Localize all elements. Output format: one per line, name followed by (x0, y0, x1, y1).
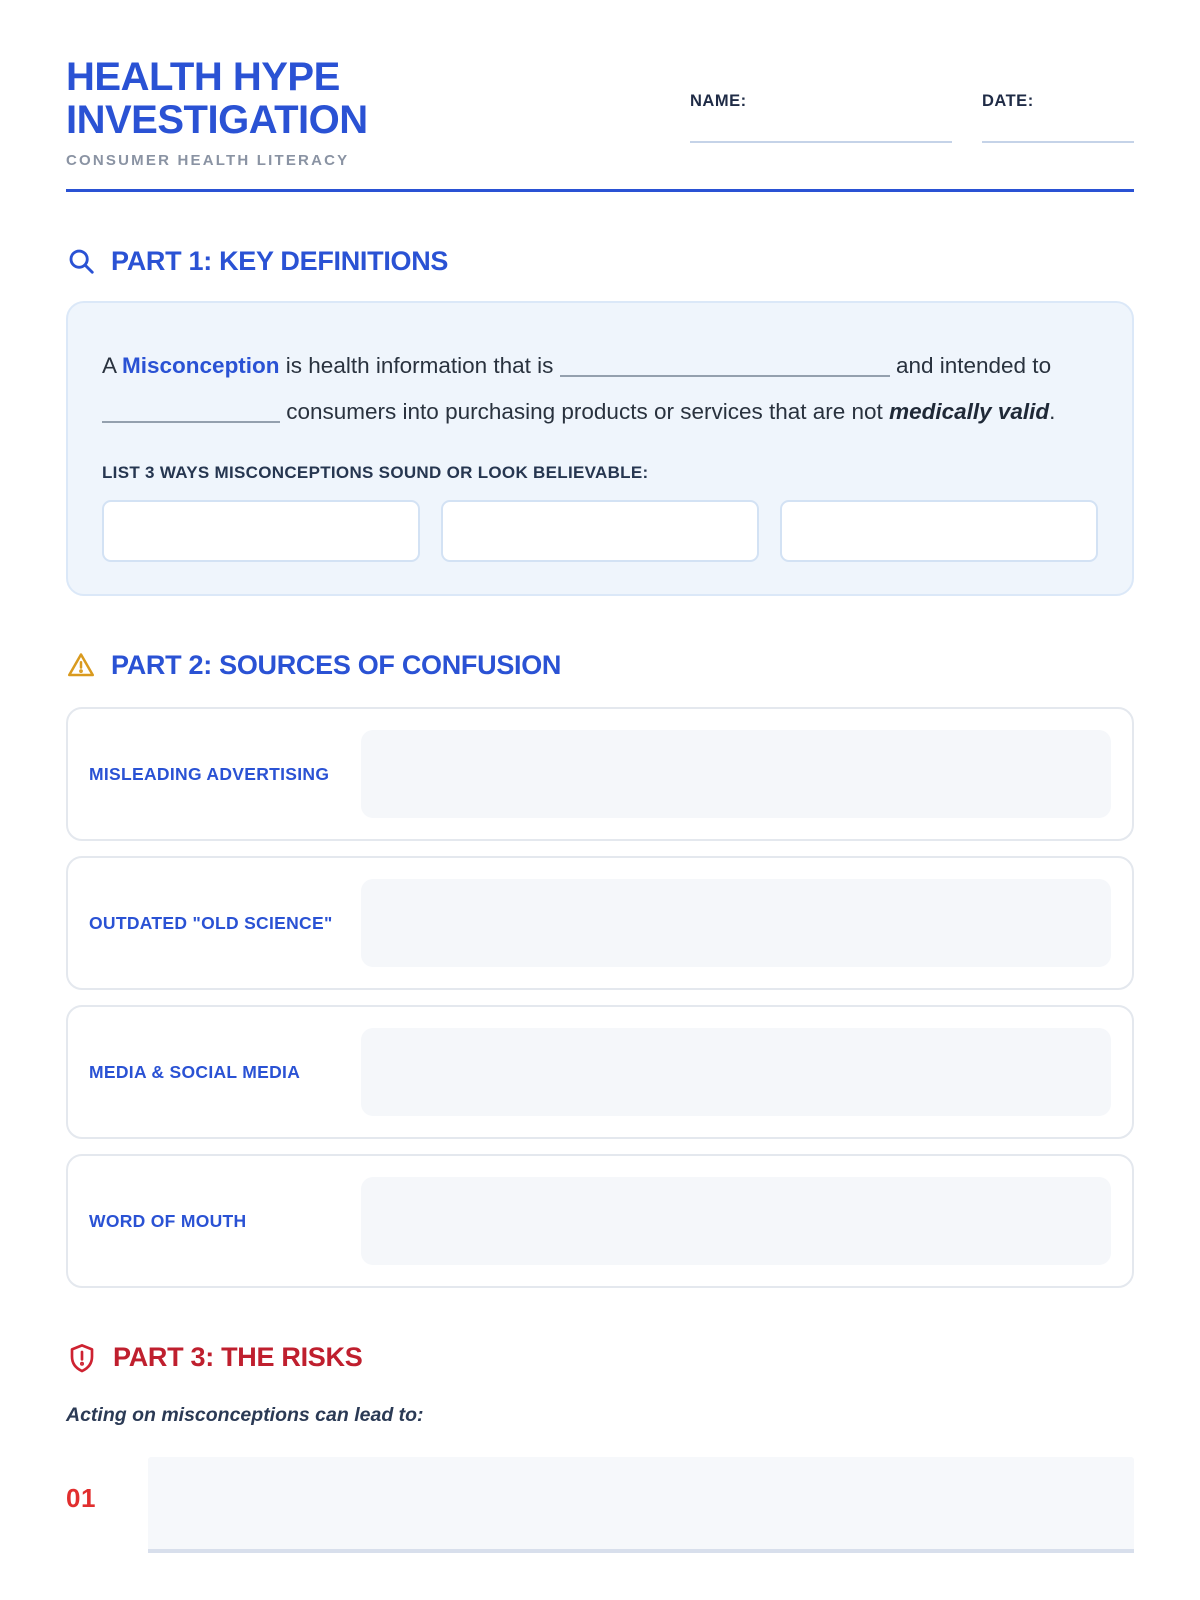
name-field-group (690, 92, 952, 143)
date-input[interactable] (982, 141, 1134, 143)
way-answer-box-1[interactable] (102, 500, 420, 562)
source-label: WORD OF MOUTH (89, 1210, 247, 1231)
list-ways-label: LIST 3 WAYS MISCONCEPTIONS SOUND OR LOOK BELIEVABLE: (102, 462, 649, 482)
sentence-seg-a: A (102, 352, 123, 378)
risks-intro: Acting on misconceptions can lead to: (66, 1403, 424, 1426)
source-answer-box[interactable] (361, 730, 1111, 818)
ways-answer-row (102, 500, 1098, 562)
source-label: MISLEADING ADVERTISING (89, 763, 330, 784)
page-subtitle: CONSUMER HEALTH LITERACY (66, 151, 350, 169)
name-input[interactable] (690, 141, 952, 143)
emphasis-medically-valid: medically valid (889, 398, 1050, 424)
source-card-misleading-advertising (66, 707, 1134, 841)
term-misconception: Misconception (122, 352, 280, 378)
definition-card (66, 301, 1134, 596)
sentence-seg-c: and intended to (889, 352, 1052, 378)
warning-triangle-icon (66, 650, 96, 680)
shield-alert-icon (66, 1342, 98, 1374)
definition-blank-2[interactable] (102, 398, 280, 423)
risk-number: 01 (66, 1482, 96, 1513)
definition-sentence (102, 343, 1098, 435)
part2-heading-row (66, 650, 1134, 681)
risk-item-1 (66, 1457, 1134, 1553)
header (66, 56, 1134, 169)
sentence-seg-d: consumers into purchasing products or services that are not (280, 398, 890, 424)
source-card-media-social-media (66, 1005, 1134, 1139)
name-date-block (690, 92, 1134, 143)
page-title-line1: HEALTH HYPE (66, 55, 340, 99)
source-label: OUTDATED "OLD SCIENCE" (89, 912, 333, 933)
source-label: MEDIA & SOCIAL MEDIA (89, 1061, 301, 1082)
magnifier-icon (66, 246, 96, 276)
source-answer-box[interactable] (361, 879, 1111, 967)
way-answer-box-2[interactable] (441, 500, 759, 562)
part3-heading-row (66, 1342, 1134, 1374)
source-answer-box[interactable] (361, 1028, 1111, 1116)
page-title (66, 56, 368, 142)
date-label: DATE: (982, 92, 1034, 110)
source-card-outdated-old-science (66, 856, 1134, 990)
risk-answer-box[interactable] (148, 1457, 1134, 1553)
source-card-word-of-mouth (66, 1154, 1134, 1288)
way-answer-box-3[interactable] (780, 500, 1098, 562)
sentence-period: . (1049, 398, 1056, 424)
page-title-line2: INVESTIGATION (66, 97, 368, 142)
part3-heading: PART 3: THE RISKS (113, 1342, 363, 1373)
part2-heading: PART 2: SOURCES OF CONFUSION (111, 649, 562, 680)
source-answer-box[interactable] (361, 1177, 1111, 1265)
part1-heading-row (66, 246, 1134, 277)
name-label: NAME: (690, 92, 747, 110)
sentence-seg-b: is health information that is (279, 352, 560, 378)
title-block (66, 56, 368, 169)
definition-blank-1[interactable] (560, 352, 890, 377)
part1-heading: PART 1: KEY DEFINITIONS (111, 245, 449, 276)
date-field-group (982, 92, 1134, 143)
header-divider (66, 189, 1134, 192)
